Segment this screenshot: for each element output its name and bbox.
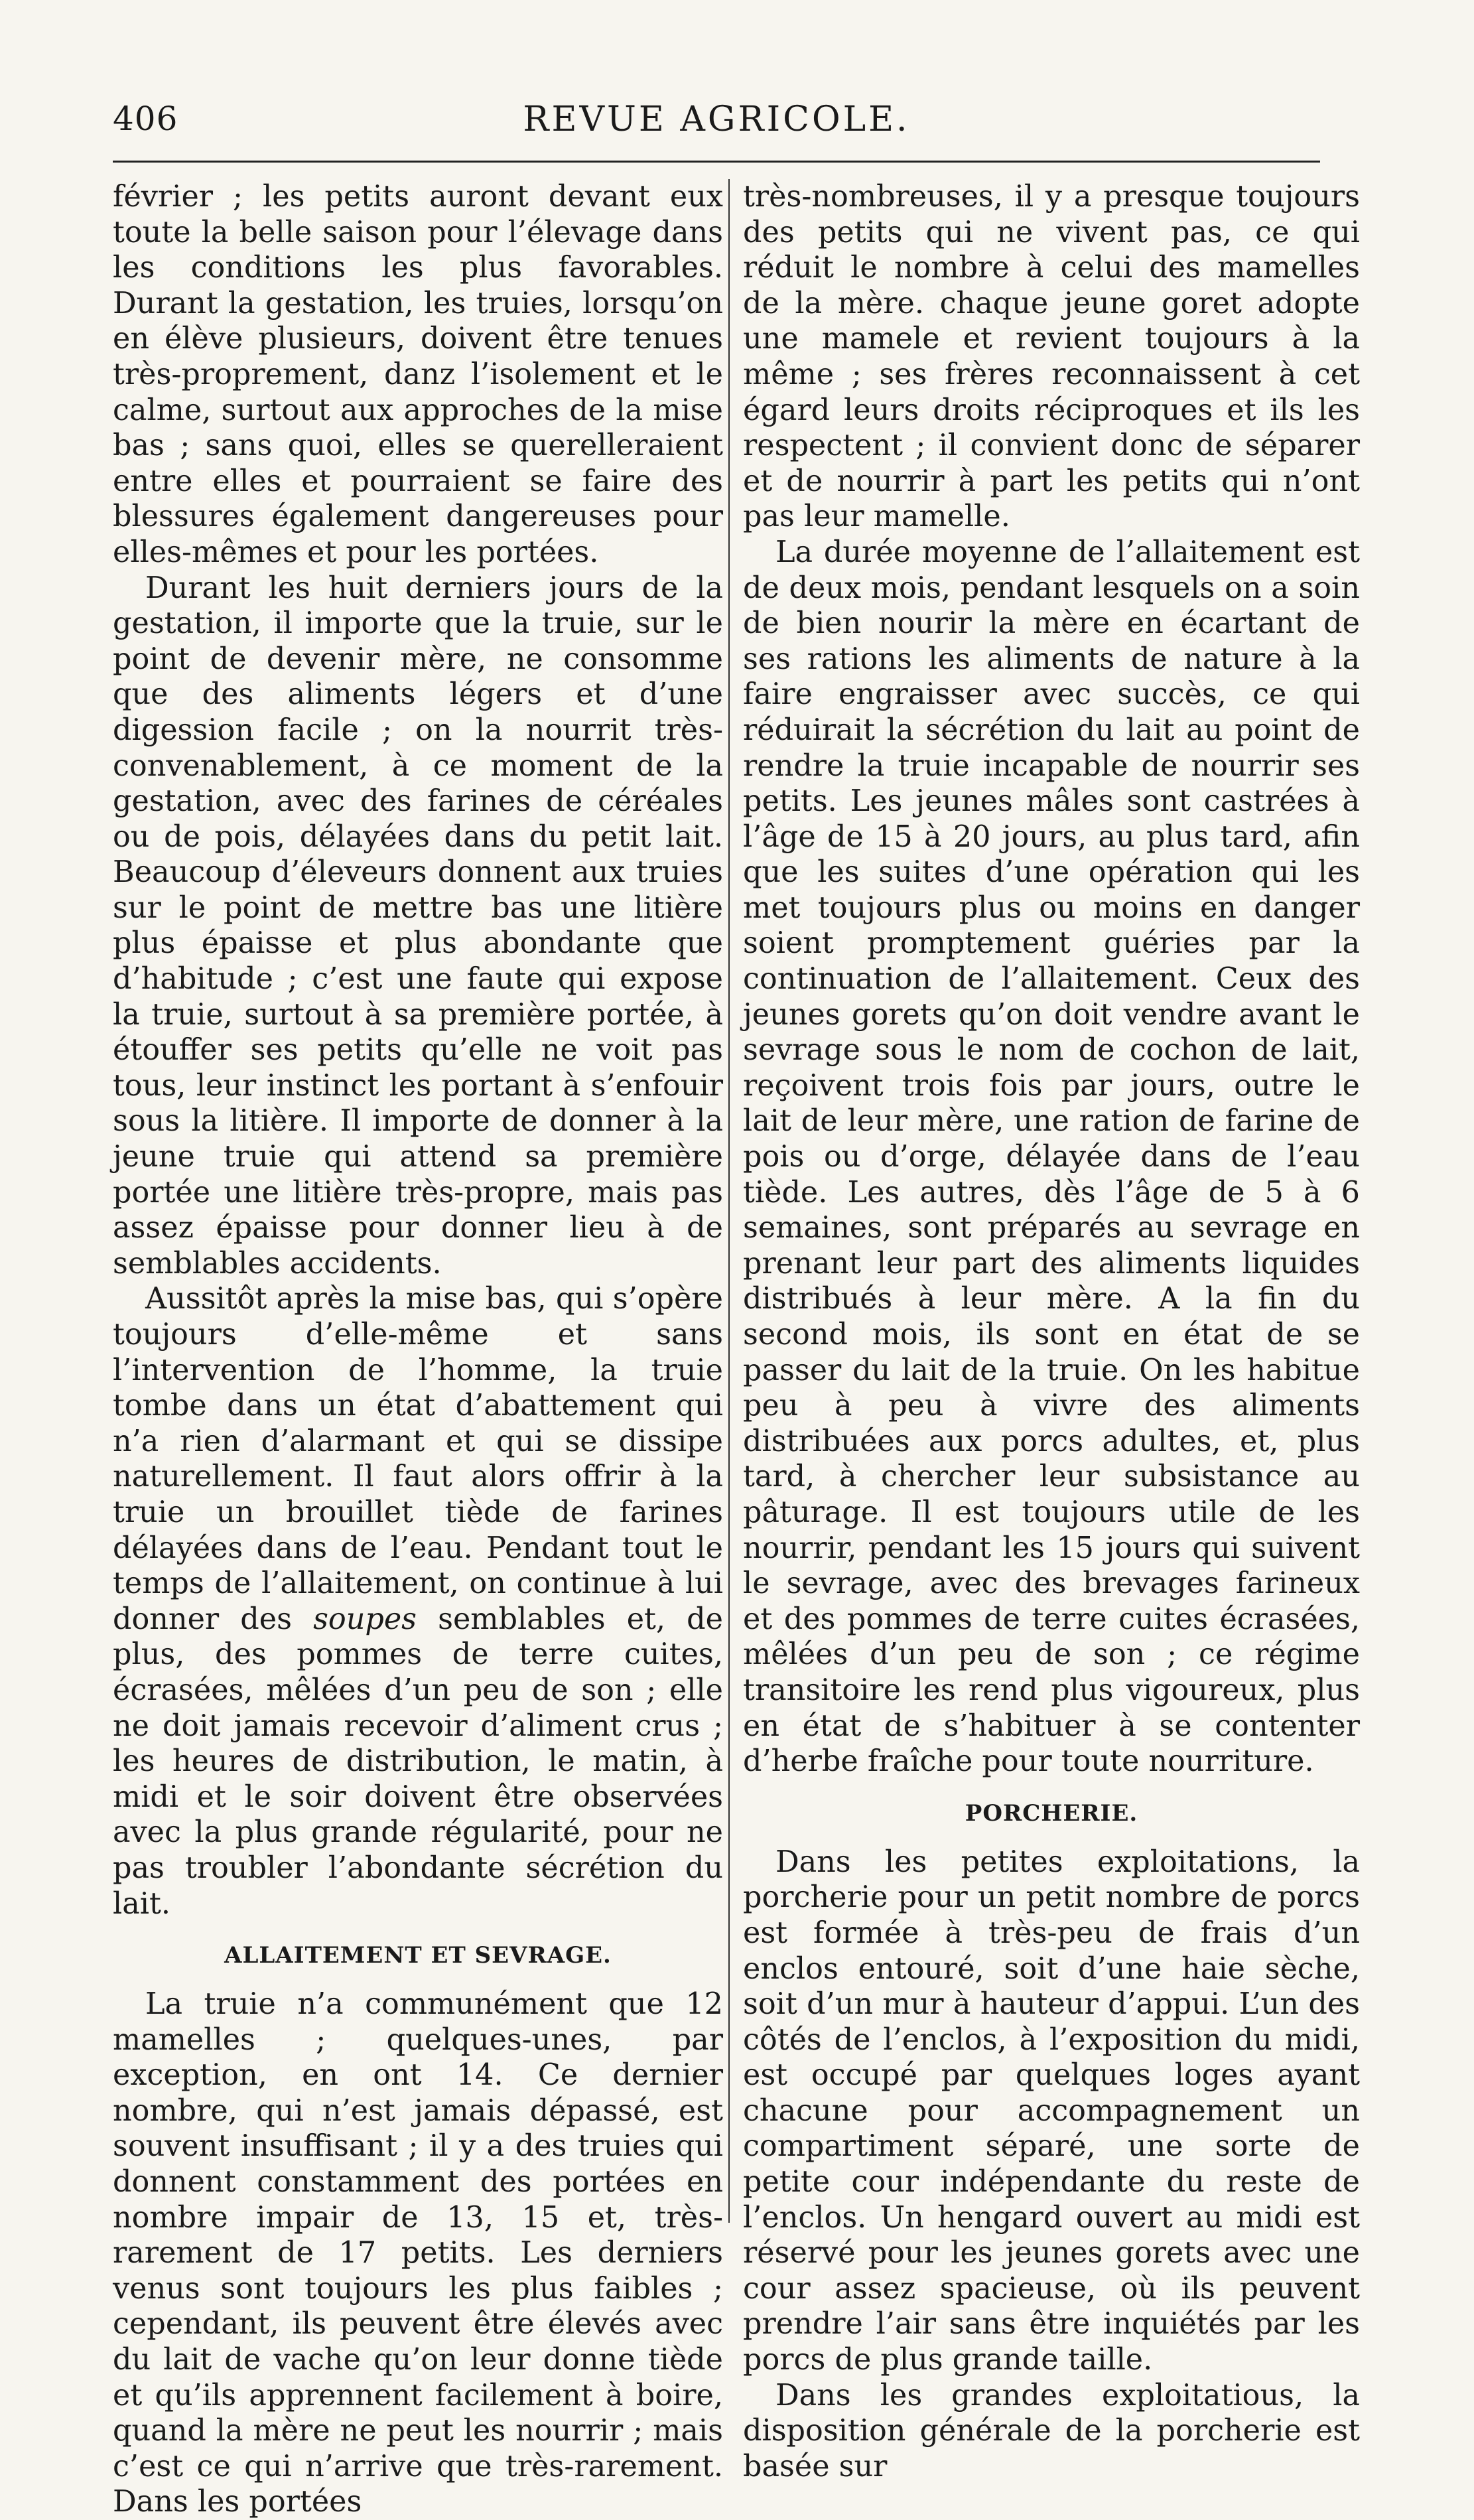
paragraph: février ; les petits auront devant eux toute la belle saison pour l’élevage dans les conditions les plus favorables. Durant la gestation, les truies, lorsqu’on en élève plusieurs, doivent être tenues très-proprement, danz l’isolement et le calme, surtout aux approches de la mise bas ; sans quoi, elles se querelleraient entre elles et pourraient se faire des blessures également dangereuses pour elles-mêmes et pour les portées. bbox=[113, 180, 723, 569]
page-number: 406 bbox=[113, 100, 178, 138]
paragraph: Dans les petites exploitations, la porcherie pour un petit nombre de porcs est formée à très-peu de frais d’un enclos entouré, soit d’une haie sèche, soit d’un mur à hauteur d’appui. L’un des côtés de l’enclos, à l’exposition du midi, est occupé par quelques loges ayant chacune pour accompagnement un compartiment séparé, une sorte de petite cour indépendante du reste de l’enclos. Un hengard ouvert au midi est réservé pour les jeunes gorets avec une cour assez spacieuse, où ils peuvent prendre l’air sans être inquiétés par les porcs de plus grande taille. bbox=[743, 1845, 1360, 2377]
paragraph: La truie n’a communément que 12 mamelles ; quelques-unes, par exception, en ont 14. Ce dernier nombre, qui n’est jamais dépassé, est souvent insuffisant ; il y a des truies qui donnent constamment des portées en nombre impair de 13, 15 et, très-rarement de 17 petits. Les derniers venus sont toujours les plus faibles ; cependant, ils peuvent être élevés avec du lait de vache qu’on leur donne tiède et qu’ils apprennent facilement à boire, quand la mère ne peut les nourrir ; mais c’est ce qui n’arrive que très-rarement. Dans les portées bbox=[113, 1987, 723, 2519]
italic-term: soupes bbox=[313, 1602, 417, 1636]
running-title: REVUE AGRICOLE. bbox=[523, 100, 910, 139]
paragraph: La durée moyenne de l’allaitement est de deux mois, pendant lesquels on a soin de bien nourir la mère en écartant de ses rations les aliments de nature à la faire engraisser avec succès, ce qui réduirait la sécrétion du lait au point de rendre la truie incapable de nourrir ses petits. Les jeunes mâles sont castrées à l’âge de 15 à 20 jours, au plus tard, afin que les suites d’une opération qui les met toujours plus ou moins en danger soient promptement guéries par la continuation de l’allaitement. Ceux des jeunes gorets qu’on doit vendre avant le sevrage sous le nom de cochon de lait, reçoivent trois fois par jours, outre le lait de leur mère, une ration de farine de pois ou d’orge, délayée dans de l’eau tiède. Les autres, dès l’âge de 5 à 6 semaines, sont préparés au sevrage en prenant leur part des aliments liquides distribués à leur mère. A la fin du second mois, ils sont en état de se passer du lait de la truie. On les habitue peu à peu à vivre des aliments distribuées aux porcs adultes, et, plus tard, à chercher leur subsistance au pâturage. Il est toujours utile de les nourrir, pendant les 15 jours qui suivent le sevrage, avec des brevages farineux et des pommes de terre cuites écrasées, mêlées d’un peu de son ; ce régime transitoire les rend plus vigoureux, plus en état de s’habituer à se contenter d’herbe fraîche pour toute nourriture. bbox=[743, 535, 1360, 1779]
left-column bbox=[113, 179, 723, 2520]
paragraph-text: semblables et, de plus, des pommes de terre cuites, écrasées, mêlées d’un peu de son ; elle ne doit jamais recevoir d’aliment crus ; les heures de distribution, le matin, à midi et le soir doivent être observées avec la plus grande régularité, pour ne pas troubler l’abondante sécrétion du lait. bbox=[113, 1602, 723, 1921]
column-divider bbox=[728, 179, 730, 2223]
right-column bbox=[743, 179, 1360, 2484]
paragraph: très-nombreuses, il y a presque toujours des petits qui ne vivent pas, ce qui réduit le nombre à celui des mamelles de la mère. chaque jeune goret adopte une mamele et revient toujours à la même ; ses frères reconnaissent à cet égard leurs droits réciproques et ils les respectent ; il convient donc de séparer et de nourrir à part les petits qui n’ont pas leur mamelle. bbox=[743, 180, 1360, 534]
header-rule bbox=[113, 161, 1320, 163]
page-header bbox=[113, 100, 1320, 146]
paragraph: Dans les grandes exploitatious, la disposition générale de la porcherie est basée sur bbox=[743, 2378, 1360, 2484]
paragraph-text: Aussitôt après la mise bas, qui s’opère toujours d’elle-même et sans l’intervention de l’homme, la truie tombe dans un état d’abattement qui n’a rien d’alarmant et qui se dissipe naturellement. Il faut alors offrir à la truie un brouillet tiède de farines délayées dans de l’eau. Pendant tout le temps de l’allaitement, on continue à lui donner des bbox=[113, 1282, 723, 1636]
paragraph: Durant les huit derniers jours de la gestation, il importe que la truie, sur le point de devenir mère, ne consomme que des aliments légers et d’une digession facile ; on la nourrit très-convenablement, à ce moment de la gestation, avec des farines de céréales ou de pois, délayées dans du petit lait. Beaucoup d’éleveurs donnent aux truies sur le point de mettre bas une litière plus épaisse et plus abondante que d’habitude ; c’est une faute qui expose la truie, surtout à sa première portée, à étouffer ses petits qu’elle ne voit pas tous, leur instinct les portant à s’enfouir sous la litière. Il importe de donner à la jeune truie qui attend sa première portée une litière très-propre, mais pas assez épaisse pour donner lieu à de semblables accidents. bbox=[113, 571, 723, 1281]
section-heading: PORCHERIE. bbox=[965, 1799, 1138, 1827]
paragraph bbox=[113, 1281, 723, 1922]
section-heading: ALLAITEMENT ET SEVRAGE. bbox=[224, 1942, 612, 1969]
